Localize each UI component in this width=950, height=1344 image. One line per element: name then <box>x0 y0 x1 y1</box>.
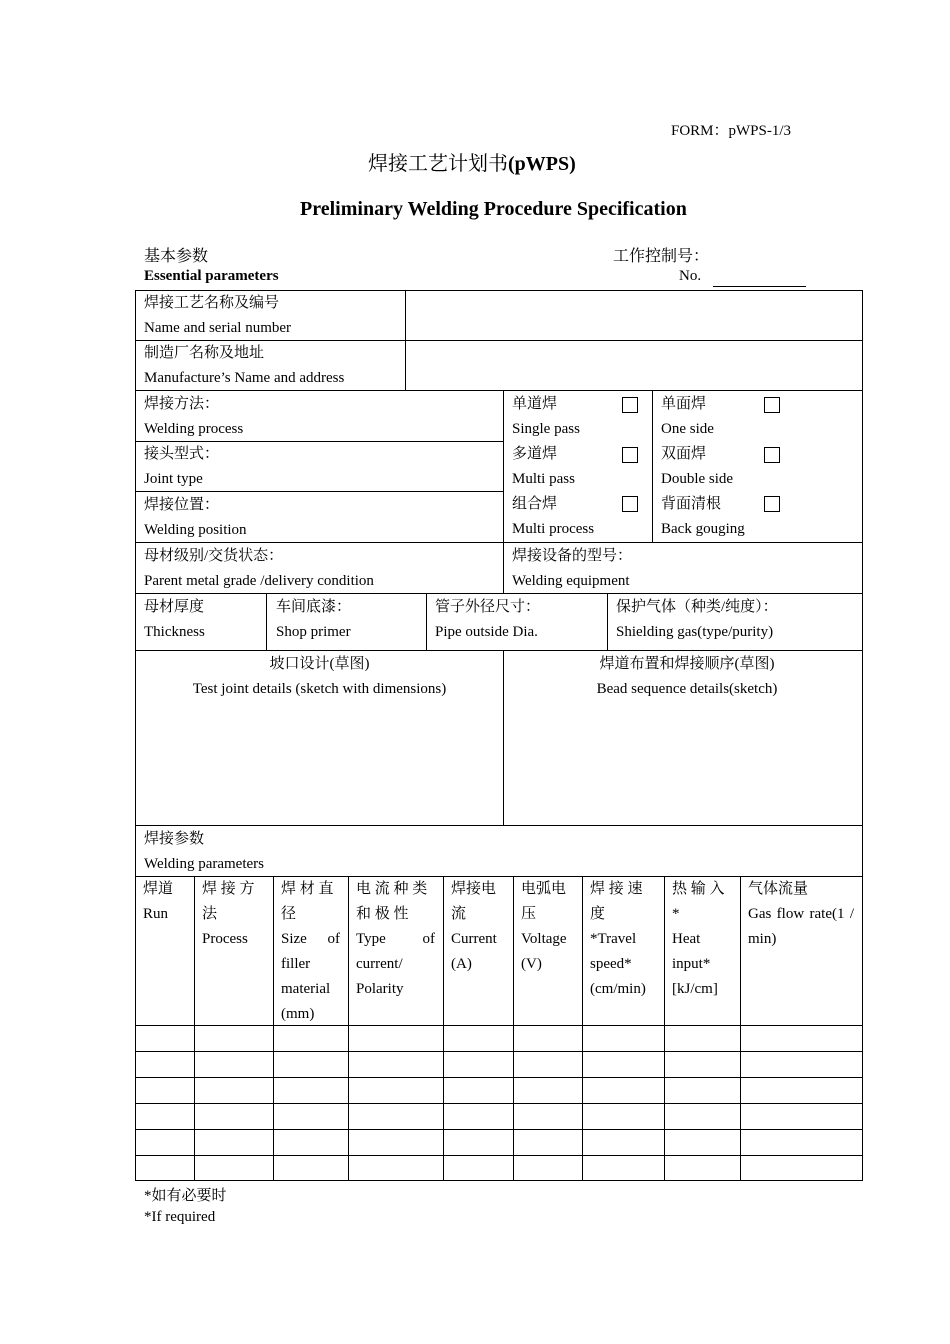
multi-process-option <box>512 492 594 542</box>
table-cell[interactable] <box>517 1130 578 1154</box>
shop-primer-label <box>276 595 351 645</box>
table-cell[interactable] <box>198 1026 269 1050</box>
shielding-gas-cn: 保护气体（种类/纯度）： <box>616 599 778 615</box>
column-header-en: Type of current/ Polarity <box>356 931 435 997</box>
back-gouging-cn: 背面清根 <box>661 496 722 512</box>
table-cell[interactable] <box>586 1104 660 1128</box>
column-header <box>748 877 854 952</box>
column-header <box>281 877 340 1027</box>
name-serial-en: Name and serial number <box>144 320 292 336</box>
table-cell[interactable] <box>447 1130 509 1154</box>
column-header <box>590 877 656 1002</box>
shielding-gas-en: Shielding gas(type/purity) <box>616 624 774 640</box>
column-header <box>521 877 574 977</box>
equipment-en: Welding equipment <box>512 573 630 589</box>
table-cell[interactable] <box>744 1156 858 1179</box>
double-side-checkbox[interactable] <box>764 447 780 463</box>
table-cell[interactable] <box>139 1156 190 1179</box>
column-header-cn: 气体流量 <box>748 881 809 897</box>
manufacturer-field[interactable] <box>410 341 856 389</box>
column-header <box>202 877 265 952</box>
table-border-right <box>862 290 863 1181</box>
thickness-en: Thickness <box>144 624 205 640</box>
column-header-cn: 焊接电流 <box>451 881 497 922</box>
joint-details-en: Test joint details (sketch with dimensions) <box>192 681 447 697</box>
table-cell[interactable] <box>668 1078 736 1102</box>
control-no-cn: 工作控制号： <box>613 248 710 265</box>
column-header <box>143 877 186 927</box>
single-pass-cn: 单道焊 <box>512 396 558 412</box>
table-cell[interactable] <box>517 1104 578 1128</box>
table-cell[interactable] <box>668 1156 736 1179</box>
name-serial-label <box>144 291 291 341</box>
pipe-dia-en: Pipe outside Dia. <box>435 624 538 640</box>
column-divider <box>513 876 514 1180</box>
joint-details-cn: 坡口设计(草图) <box>269 656 370 672</box>
column-header-en: *Travel speed* (cm/min) <box>590 931 646 997</box>
table-cell[interactable] <box>139 1078 190 1102</box>
column-header <box>356 877 435 1002</box>
single-pass-option <box>512 392 580 442</box>
table-cell[interactable] <box>352 1026 439 1050</box>
table-cell[interactable] <box>447 1026 509 1050</box>
column-header-cn: 电 流 种 类和 极 性 <box>356 881 428 922</box>
table-cell[interactable] <box>744 1104 858 1128</box>
double-side-option <box>661 442 733 492</box>
double-side-en: Double side <box>661 471 734 487</box>
table-cell[interactable] <box>586 1156 660 1179</box>
table-cell[interactable] <box>352 1052 439 1076</box>
table-cell[interactable] <box>198 1052 269 1076</box>
manufacturer-en: Manufacture’s Name and address <box>144 370 345 386</box>
table-cell[interactable] <box>198 1078 269 1102</box>
table-border-left <box>135 290 136 1181</box>
column-divider <box>348 876 349 1180</box>
title-cn-suffix: (pWPS) <box>508 153 576 175</box>
column-header-en: Size of filler material (mm) <box>281 931 340 1022</box>
equipment-label <box>512 544 632 594</box>
thickness-cn: 母材厚度 <box>144 599 205 615</box>
table-cell[interactable] <box>447 1052 509 1076</box>
one-side-en: One side <box>661 421 714 437</box>
one-side-cn: 单面焊 <box>661 396 707 412</box>
essential-cn: 基本参数 <box>144 248 209 265</box>
column-divider <box>664 876 665 1180</box>
column-divider <box>582 876 583 1180</box>
multi-pass-checkbox[interactable] <box>622 447 638 463</box>
column-header-en: Heat input* [kJ/cm] <box>672 931 718 997</box>
back-gouging-option <box>661 492 745 542</box>
manufacturer-cn: 制造厂名称及地址 <box>144 345 265 361</box>
table-cell[interactable] <box>517 1052 578 1076</box>
table-cell[interactable] <box>517 1026 578 1050</box>
welding-params-label <box>144 827 264 877</box>
table-cell[interactable] <box>668 1052 736 1076</box>
shop-primer-cn: 车间底漆： <box>276 599 352 615</box>
one-side-option <box>661 392 714 442</box>
shop-primer-en: Shop primer <box>276 624 351 640</box>
column-header <box>451 877 505 977</box>
parent-metal-en: Parent metal grade /delivery condition <box>144 573 374 589</box>
column-divider <box>194 876 195 1180</box>
table-cell[interactable] <box>744 1026 858 1050</box>
divider <box>405 290 406 390</box>
table-cell[interactable] <box>352 1078 439 1102</box>
name-serial-cn: 焊接工艺名称及编号 <box>144 295 280 311</box>
control-no-field[interactable] <box>713 268 806 287</box>
column-header-en: Voltage (V) <box>521 931 567 972</box>
table-cell[interactable] <box>517 1078 578 1102</box>
table-cell[interactable] <box>198 1104 269 1128</box>
thickness-label <box>144 595 205 645</box>
single-pass-en: Single pass <box>512 421 580 437</box>
process-en: Welding process <box>144 421 244 437</box>
manufacturer-label <box>144 341 344 391</box>
table-cell[interactable] <box>744 1078 858 1102</box>
table-cell[interactable] <box>447 1078 509 1102</box>
welding-params-cn: 焊接参数 <box>144 831 205 847</box>
double-side-cn: 双面焊 <box>661 446 707 462</box>
position-cn: 焊接位置： <box>144 497 220 513</box>
title-cn <box>368 147 576 176</box>
joint-en: Joint type <box>144 471 203 487</box>
pipe-dia-label <box>435 595 540 645</box>
divider <box>426 593 427 650</box>
process-label <box>144 392 243 442</box>
title-en: Preliminary Welding Procedure Specification <box>300 198 687 220</box>
table-cell[interactable] <box>277 1130 344 1154</box>
divider <box>266 593 267 650</box>
table-cell[interactable] <box>586 1026 660 1050</box>
table-cell[interactable] <box>277 1156 344 1179</box>
joint-label <box>144 442 219 492</box>
control-no-en: No. <box>679 268 702 284</box>
divider <box>652 390 653 542</box>
parent-metal-label <box>144 544 374 594</box>
back-gouging-en: Back gouging <box>661 521 745 537</box>
multi-process-en: Multi process <box>512 521 595 537</box>
equipment-cn: 焊接设备的型号： <box>512 548 633 564</box>
column-header-cn: 热 输 入 * <box>672 881 725 922</box>
divider <box>135 825 863 826</box>
column-header-cn: 电弧电压 <box>521 881 567 922</box>
column-header-en: Gas flow rate(1 / min) <box>748 906 854 947</box>
table-cell[interactable] <box>198 1130 269 1154</box>
column-divider <box>740 876 741 1180</box>
table-cell[interactable] <box>744 1052 858 1076</box>
column-header-cn: 焊道 <box>143 881 174 897</box>
multi-process-cn: 组合焊 <box>512 496 558 512</box>
back-gouging-checkbox[interactable] <box>764 496 780 512</box>
table-cell[interactable] <box>352 1156 439 1179</box>
title-cn-text: 焊接工艺计划书 <box>368 153 508 175</box>
table-cell[interactable] <box>586 1078 660 1102</box>
multi-process-checkbox[interactable] <box>622 496 638 512</box>
column-header-en: Current (A) <box>451 931 497 972</box>
position-en: Welding position <box>144 522 247 538</box>
divider <box>607 593 608 650</box>
table-cell[interactable] <box>668 1026 736 1050</box>
multi-pass-option <box>512 442 575 492</box>
bead-sequence-en: Bead sequence details(sketch) <box>596 681 778 697</box>
bead-sequence-cn: 焊道布置和焊接顺序(草图) <box>599 656 775 672</box>
table-border-bottom <box>135 1180 863 1181</box>
bead-sequence-sketch[interactable] <box>504 652 870 702</box>
table-cell[interactable] <box>277 1026 344 1050</box>
table-cell[interactable] <box>139 1104 190 1128</box>
table-cell[interactable] <box>668 1130 736 1154</box>
form-code: FORM：pWPS-1/3 <box>671 123 792 139</box>
table-cell[interactable] <box>668 1104 736 1128</box>
table-cell[interactable] <box>744 1130 858 1154</box>
column-header-en: Process <box>202 931 248 947</box>
column-header-en: Run <box>143 906 169 922</box>
essential-en: Essential parameters <box>144 268 279 284</box>
name-serial-field[interactable] <box>410 291 856 339</box>
column-header-cn: 焊 接 方法 <box>202 881 255 922</box>
table-cell[interactable] <box>277 1104 344 1128</box>
table-cell[interactable] <box>586 1052 660 1076</box>
column-divider <box>273 876 274 1180</box>
divider <box>135 650 863 651</box>
table-cell[interactable] <box>139 1130 190 1154</box>
table-cell[interactable] <box>277 1078 344 1102</box>
table-cell[interactable] <box>352 1130 439 1154</box>
column-divider <box>443 876 444 1180</box>
process-cn: 焊接方法： <box>144 396 220 412</box>
column-header-cn: 焊 接 速度 <box>590 881 643 922</box>
shielding-gas-label <box>616 595 778 645</box>
joint-cn: 接头型式： <box>144 446 220 462</box>
position-label <box>144 493 247 543</box>
table-cell[interactable] <box>447 1156 509 1179</box>
table-cell[interactable] <box>352 1104 439 1128</box>
single-pass-checkbox[interactable] <box>622 397 638 413</box>
table-cell[interactable] <box>447 1104 509 1128</box>
table-cell[interactable] <box>198 1156 269 1179</box>
table-cell[interactable] <box>139 1052 190 1076</box>
footnote-en: *If required <box>144 1209 216 1225</box>
table-cell[interactable] <box>586 1130 660 1154</box>
footnote-cn: *如有必要时 <box>144 1188 227 1204</box>
multi-pass-en: Multi pass <box>512 471 575 487</box>
table-cell[interactable] <box>277 1052 344 1076</box>
table-cell[interactable] <box>139 1026 190 1050</box>
pipe-dia-cn: 管子外径尺寸： <box>435 599 541 615</box>
table-cell[interactable] <box>517 1156 578 1179</box>
column-header <box>672 877 732 1002</box>
one-side-checkbox[interactable] <box>764 397 780 413</box>
divider <box>503 390 504 594</box>
multi-pass-cn: 多道焊 <box>512 446 558 462</box>
joint-details-sketch[interactable] <box>136 652 503 702</box>
column-header-cn: 焊 材 直径 <box>281 881 334 922</box>
welding-params-en: Welding parameters <box>144 856 264 872</box>
parent-metal-cn: 母材级别/交货状态： <box>144 548 284 564</box>
